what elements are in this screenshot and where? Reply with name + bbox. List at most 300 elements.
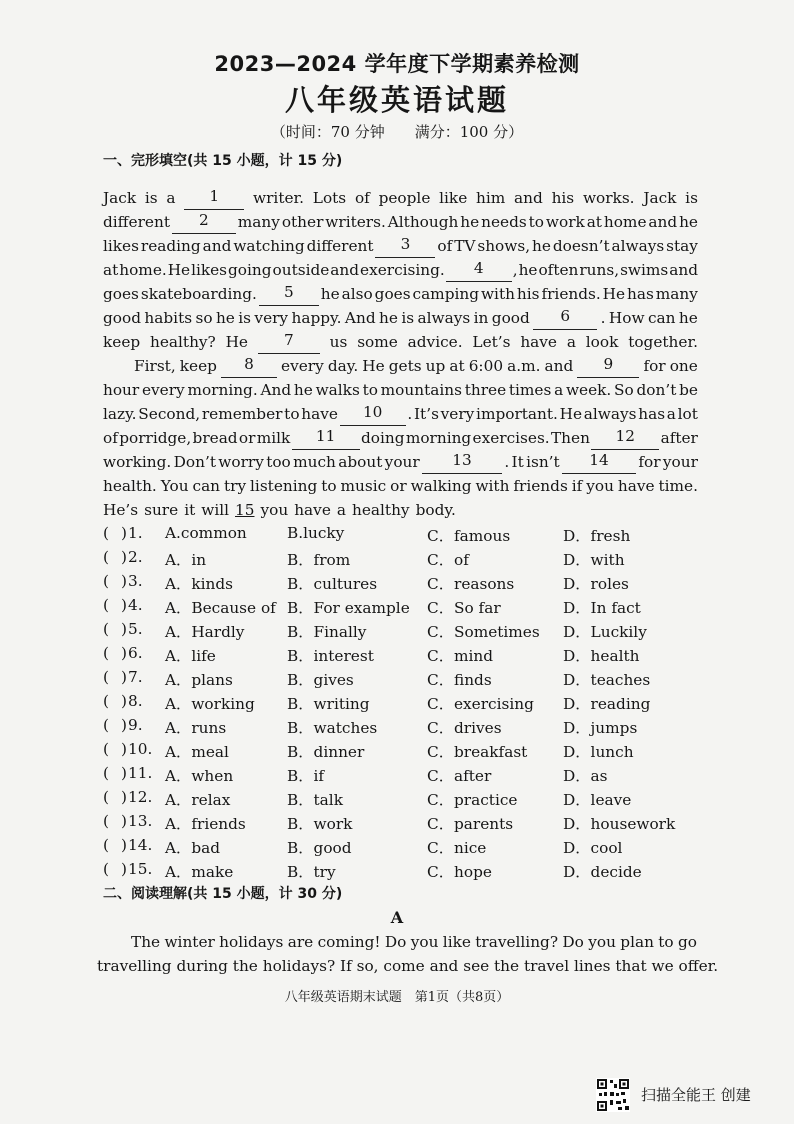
answer-blank[interactable]: 13	[422, 450, 502, 474]
passage-word: have	[617, 477, 655, 495]
exam-title: 2023—2024 学年度下学期素养检测	[214, 52, 580, 76]
passage-word: isn’t	[526, 453, 560, 471]
option-b[interactable]: B．talk	[287, 791, 343, 809]
option-d[interactable]: D．fresh	[563, 527, 631, 545]
passage-word: Second,	[138, 405, 201, 423]
intro-word: holidays	[219, 933, 284, 951]
passage-word: try	[223, 477, 247, 495]
passage-word: sure	[144, 501, 179, 519]
option-d[interactable]: D．Luckily	[563, 623, 647, 641]
question-number: 10.	[128, 740, 153, 758]
paren-open: (	[103, 860, 109, 878]
passage-word: swims	[620, 261, 669, 279]
scanner-watermark: 扫描全能王 创建	[641, 1086, 751, 1104]
passage-line	[103, 210, 698, 234]
passage-word: writer.	[253, 189, 305, 207]
intro-word: coming!	[317, 933, 381, 951]
passage-word: He	[167, 261, 191, 279]
passage-line	[103, 258, 698, 282]
question-number: 15.	[128, 860, 153, 878]
passage-word: And	[260, 381, 292, 399]
answer-blank[interactable]: 7	[258, 330, 320, 354]
question-number: 7.	[128, 668, 143, 686]
option-d[interactable]: D．lunch	[563, 743, 634, 761]
option-b[interactable]: B．cultures	[287, 575, 378, 593]
paren-open: (	[103, 788, 109, 806]
passage-word: your	[384, 453, 420, 471]
question-number: 2.	[128, 548, 143, 566]
paren-open: (	[103, 812, 109, 830]
passage-word: is	[144, 189, 158, 207]
answer-slot[interactable]: )	[121, 740, 127, 758]
passage-word: other	[281, 213, 324, 231]
passage-word: keep	[103, 333, 141, 351]
answer-blank[interactable]: 3	[375, 234, 435, 258]
passage-word: good	[103, 309, 142, 327]
option-a[interactable]: A．relax	[165, 791, 231, 809]
passage-word: walks	[315, 381, 360, 399]
passage-word: of	[354, 189, 370, 207]
intro-word: Do	[562, 933, 584, 951]
question-row	[103, 570, 693, 594]
option-d[interactable]: D．cool	[563, 839, 623, 857]
passage-word: very	[254, 309, 289, 327]
option-c[interactable]: C．mind	[427, 647, 494, 665]
option-d[interactable]: D．In fact	[563, 599, 641, 617]
answer-slot[interactable]: )	[121, 524, 127, 542]
passage-word: Jack	[643, 189, 677, 207]
passage-word: listening	[250, 477, 318, 495]
question-number: 11.	[128, 764, 153, 782]
option-a[interactable]: A．make	[165, 863, 234, 881]
passage-word: healthy?	[150, 333, 216, 351]
question-number: 8.	[128, 692, 143, 710]
passage-word: he	[215, 309, 235, 327]
passage-word: to	[321, 477, 337, 495]
passage-word: be	[679, 381, 698, 399]
passage-word: Then	[550, 429, 590, 447]
question-number: 12.	[128, 788, 153, 806]
question-row	[103, 762, 693, 786]
passage-word: so	[195, 309, 213, 327]
option-d[interactable]: D．with	[563, 551, 625, 569]
passage-word: .	[504, 453, 510, 471]
answer-slot[interactable]: )	[121, 716, 127, 734]
passage-word: good	[491, 309, 530, 327]
passage-word: can	[647, 309, 676, 327]
option-d[interactable]: D．leave	[563, 791, 632, 809]
answer-blank[interactable]: 11	[292, 426, 360, 450]
option-a[interactable]: A．bad	[165, 839, 221, 857]
passage-word: goes	[103, 285, 139, 303]
passage-word: he	[679, 213, 698, 231]
passage-word: you	[260, 501, 289, 519]
passage-word: if	[571, 477, 583, 495]
passage-word: shows,	[477, 237, 531, 255]
question-number: 5.	[128, 620, 143, 638]
passage-word: he	[293, 381, 313, 399]
passage-line	[103, 306, 698, 330]
question-number: 6.	[128, 644, 143, 662]
passage-word: camping	[412, 285, 480, 303]
passage-word: He	[225, 333, 248, 351]
passage-word: after	[660, 429, 698, 447]
passage-word: very	[440, 405, 475, 423]
intro-line	[97, 930, 697, 954]
passage-word: goes	[374, 285, 411, 303]
passage-word: remember	[201, 405, 283, 423]
paren-open: (	[103, 764, 109, 782]
option-c[interactable]: C．exercising	[427, 695, 534, 713]
passage-word: he	[532, 237, 551, 255]
paren-open: (	[103, 596, 109, 614]
passage-word: about	[338, 453, 383, 471]
option-a[interactable]: A．working	[165, 695, 255, 713]
paren-open: (	[103, 716, 109, 734]
passage-line	[103, 498, 698, 522]
option-c[interactable]: C．of	[427, 551, 469, 569]
passage-word: of	[437, 237, 453, 255]
passage-word: walking	[410, 477, 472, 495]
passage-word: happy.	[291, 309, 342, 327]
passage-word: much	[293, 453, 336, 471]
passage-line	[103, 402, 698, 426]
passage-line	[103, 474, 698, 498]
paren-open: (	[103, 548, 109, 566]
passage-word: It	[511, 453, 524, 471]
passage-word: and	[544, 357, 574, 375]
intro-line	[97, 954, 719, 978]
option-d[interactable]: D．health	[563, 647, 640, 665]
passage-word: It’s	[414, 405, 439, 423]
passage-word: also	[341, 285, 373, 303]
page-footer: 八年级英语期末试题 第1页（共8页）	[284, 990, 510, 1005]
answer-blank[interactable]: 5	[259, 282, 319, 306]
passage-word: always	[611, 237, 665, 255]
question-row	[103, 666, 693, 690]
passage-label: A	[390, 908, 404, 927]
option-a[interactable]: A.common	[165, 524, 247, 542]
option-a[interactable]: A．in	[165, 551, 207, 569]
answer-slot[interactable]: )	[121, 668, 127, 686]
option-d[interactable]: D．roles	[563, 575, 629, 593]
passage-word: day.	[327, 357, 359, 375]
passage-word: many	[237, 213, 280, 231]
option-b[interactable]: B．work	[287, 815, 353, 833]
passage-word: home.	[119, 261, 167, 279]
passage-word: a	[336, 501, 346, 519]
option-b[interactable]: B．try	[287, 863, 336, 881]
answer-blank[interactable]: 1	[184, 186, 244, 210]
passage-word: likes	[103, 237, 139, 255]
section-heading-cloze: 一、完形填空(共 15 小题，计 15 分)	[103, 153, 343, 169]
passage-line	[103, 354, 698, 378]
answer-blank[interactable]: 8	[221, 354, 277, 378]
passage-word: home	[603, 213, 647, 231]
intro-word: winter	[164, 933, 215, 951]
answer-blank[interactable]: 4	[446, 258, 512, 282]
passage-word: of	[103, 429, 118, 447]
passage-line	[103, 234, 698, 258]
option-b[interactable]: B.lucky	[287, 524, 345, 542]
passage-word: body.	[415, 501, 456, 519]
option-c[interactable]: C．hope	[427, 863, 492, 881]
passage-word: will	[201, 501, 230, 519]
passage-word: to	[362, 381, 378, 399]
question-row	[103, 618, 693, 642]
option-c[interactable]: C．after	[427, 767, 492, 785]
option-c[interactable]: C．reasons	[427, 575, 515, 593]
passage-word: ,	[512, 261, 518, 279]
intro-word: you	[588, 933, 616, 951]
option-a[interactable]: A．plans	[165, 671, 233, 689]
passage-word: Let’s	[472, 333, 511, 351]
passage-word: 6:00	[468, 357, 504, 375]
passage-word: lot	[677, 405, 698, 423]
qr-code-icon	[596, 1078, 630, 1112]
passage-word: How	[608, 309, 645, 327]
passage-word: First,	[134, 357, 176, 375]
question-row	[103, 738, 693, 762]
question-row	[103, 594, 693, 618]
option-b[interactable]: B．interest	[287, 647, 374, 665]
passage-word: likes	[191, 261, 228, 279]
passage-word: different	[306, 237, 374, 255]
option-c[interactable]: C．So far	[427, 599, 501, 617]
passage-word: always	[417, 309, 471, 327]
option-b[interactable]: B．gives	[287, 671, 354, 689]
passage-word: Lots	[312, 189, 347, 207]
passage-word: writers.	[325, 213, 386, 231]
passage-word: a	[166, 189, 176, 207]
passage-word: and	[202, 237, 232, 255]
passage-word: with	[475, 477, 510, 495]
passage-word: different	[103, 213, 170, 231]
passage-word: doing	[360, 429, 405, 447]
question-row	[103, 714, 693, 738]
exam-subject-title: 八年级英语试题	[284, 83, 509, 117]
intro-word: Do	[384, 933, 407, 951]
passage-line	[103, 378, 698, 402]
passage-word: some	[357, 333, 398, 351]
paren-open: (	[103, 740, 109, 758]
passage-word: morning	[405, 429, 472, 447]
intro-word: you	[410, 933, 439, 951]
question-number: 4.	[128, 596, 143, 614]
passage-word: work	[545, 213, 585, 231]
passage-word: .	[600, 309, 606, 327]
option-d[interactable]: D．decide	[563, 863, 642, 881]
option-a[interactable]: A．kinds	[165, 575, 233, 593]
question-row	[103, 786, 693, 810]
option-a[interactable]: A．life	[165, 647, 216, 665]
option-a[interactable]: A．when	[165, 767, 234, 785]
answer-slot[interactable]: )	[121, 812, 127, 830]
passage-word: he	[518, 261, 538, 279]
option-b[interactable]: B．Finally	[287, 623, 367, 641]
question-number: 9.	[128, 716, 143, 734]
passage-word: he	[678, 309, 698, 327]
passage-line	[103, 450, 698, 474]
option-d[interactable]: D．as	[563, 767, 608, 785]
option-c[interactable]: C．drives	[427, 719, 502, 737]
answer-blank[interactable]: 6	[533, 306, 597, 330]
passage-word: and	[669, 261, 698, 279]
passage-word: friends	[513, 477, 568, 495]
answer-blank[interactable]: 12	[591, 426, 659, 450]
paren-open: (	[103, 524, 109, 542]
passage-word: is	[401, 309, 415, 327]
intro-word: like	[442, 933, 471, 951]
passage-word: often	[538, 261, 579, 279]
passage-word: a	[554, 381, 564, 399]
passage-word: going	[228, 261, 272, 279]
passage-word: You	[160, 477, 189, 495]
passage-word: is	[238, 309, 252, 327]
cloze-options	[103, 522, 693, 882]
passage-word: runs,	[579, 261, 620, 279]
option-c[interactable]: C．famous	[427, 527, 511, 545]
option-a[interactable]: A．Because of	[165, 599, 276, 617]
passage-word: milk	[256, 429, 291, 447]
passage-line	[103, 186, 698, 210]
passage-word: look	[585, 333, 619, 351]
option-d[interactable]: D．teaches	[563, 671, 651, 689]
passage-word: you	[586, 477, 614, 495]
passage-word: week.	[565, 381, 612, 399]
passage-word: too	[266, 453, 291, 471]
passage-word: works.	[582, 189, 635, 207]
passage-word: bread	[192, 429, 238, 447]
option-b[interactable]: B．writing	[287, 695, 370, 713]
passage-word: He’s	[103, 501, 139, 519]
answer-slot[interactable]: )	[121, 860, 127, 878]
option-b[interactable]: B．if	[287, 767, 325, 785]
passage-word: with	[480, 285, 515, 303]
passage-word: needs	[481, 213, 527, 231]
passage-word: or	[238, 429, 256, 447]
passage-word: lazy.	[103, 405, 137, 423]
question-number: 14.	[128, 836, 153, 854]
passage-word: together.	[628, 333, 698, 351]
paren-open: (	[103, 836, 109, 854]
passage-word: TV	[454, 237, 476, 255]
answer-slot[interactable]: )	[121, 596, 127, 614]
passage-word: every	[281, 357, 324, 375]
question-row	[103, 546, 693, 570]
paren-open: (	[103, 572, 109, 590]
passage-word: reading	[140, 237, 201, 255]
question-row	[103, 810, 693, 834]
option-b[interactable]: B．dinner	[287, 743, 365, 761]
answer-slot[interactable]: )	[121, 692, 127, 710]
question-row	[103, 522, 693, 546]
passage-word: .	[407, 405, 413, 423]
option-b[interactable]: B．from	[287, 551, 351, 569]
option-c[interactable]: C．breakfast	[427, 743, 528, 761]
option-b[interactable]: B．watches	[287, 719, 378, 737]
option-c[interactable]: C．practice	[427, 791, 518, 809]
passage-word: Although	[387, 213, 459, 231]
passage-word: his	[516, 285, 540, 303]
option-a[interactable]: A．Hardly	[165, 623, 245, 641]
answer-slot[interactable]: )	[121, 644, 127, 662]
option-b[interactable]: B．For example	[287, 599, 410, 617]
answer-slot[interactable]: )	[121, 572, 127, 590]
passage-word: many	[655, 285, 698, 303]
passage-word: at	[103, 261, 119, 279]
section-heading-reading: 二、阅读理解(共 15 小题，计 30 分)	[103, 886, 343, 902]
option-a[interactable]: A．meal	[165, 743, 229, 761]
passage-word: has	[638, 405, 666, 423]
answer-blank[interactable]: 10	[340, 402, 406, 426]
answer-slot[interactable]: )	[121, 764, 127, 782]
passage-word: health.	[103, 477, 157, 495]
answer-slot[interactable]: )	[121, 788, 127, 806]
passage-word: him	[476, 189, 506, 207]
passage-word: up	[425, 357, 446, 375]
option-b[interactable]: B．good	[287, 839, 352, 857]
option-a[interactable]: A．runs	[165, 719, 227, 737]
answer-blank[interactable]: 9	[577, 354, 639, 378]
question-row	[103, 690, 693, 714]
passage-word: times	[508, 381, 552, 399]
intro-word: to	[658, 933, 674, 951]
passage-word: don’t	[636, 381, 677, 399]
passage-word: keep	[179, 357, 217, 375]
option-c[interactable]: C．nice	[427, 839, 487, 857]
passage-word: every	[141, 381, 185, 399]
option-d[interactable]: D．reading	[563, 695, 651, 713]
exam-meta: （时间：70 分钟 满分：100 分）	[270, 123, 524, 141]
answer-slot[interactable]: )	[121, 836, 127, 854]
passage-line	[103, 426, 698, 450]
passage-word: he	[379, 309, 398, 327]
option-d[interactable]: D．housework	[563, 815, 676, 833]
question-row	[103, 642, 693, 666]
option-a[interactable]: A．friends	[165, 815, 246, 833]
passage-word: a.m.	[507, 357, 541, 375]
passage-word: Don’t	[173, 453, 216, 471]
paren-open: (	[103, 644, 109, 662]
intro-word: travelling?	[475, 933, 559, 951]
answer-blank[interactable]: 2	[172, 210, 236, 234]
passage-word: at	[449, 357, 465, 375]
option-c[interactable]: C．Sometimes	[427, 623, 540, 641]
passage-word: in	[473, 309, 489, 327]
option-c[interactable]: C．parents	[427, 815, 514, 833]
passage-line	[103, 330, 698, 354]
option-d[interactable]: D．jumps	[563, 719, 638, 737]
answer-slot[interactable]: )	[121, 620, 127, 638]
passage-word: exercises.	[472, 429, 550, 447]
answer-blank[interactable]: 14	[562, 450, 636, 474]
passage-word: healthy	[352, 501, 410, 519]
question-number: 1.	[128, 524, 143, 542]
passage-word: it	[184, 501, 196, 519]
passage-word: and	[648, 213, 678, 231]
passage-word: have	[520, 333, 557, 351]
passage-line	[103, 282, 698, 306]
passage-word: at	[586, 213, 602, 231]
question-row	[103, 858, 693, 882]
paren-open: (	[103, 620, 109, 638]
answer-slot[interactable]: )	[121, 548, 127, 566]
option-c[interactable]: C．finds	[427, 671, 492, 689]
passage-word: porridge,	[119, 429, 192, 447]
passage-word: And	[344, 309, 376, 327]
paren-open: (	[103, 668, 109, 686]
